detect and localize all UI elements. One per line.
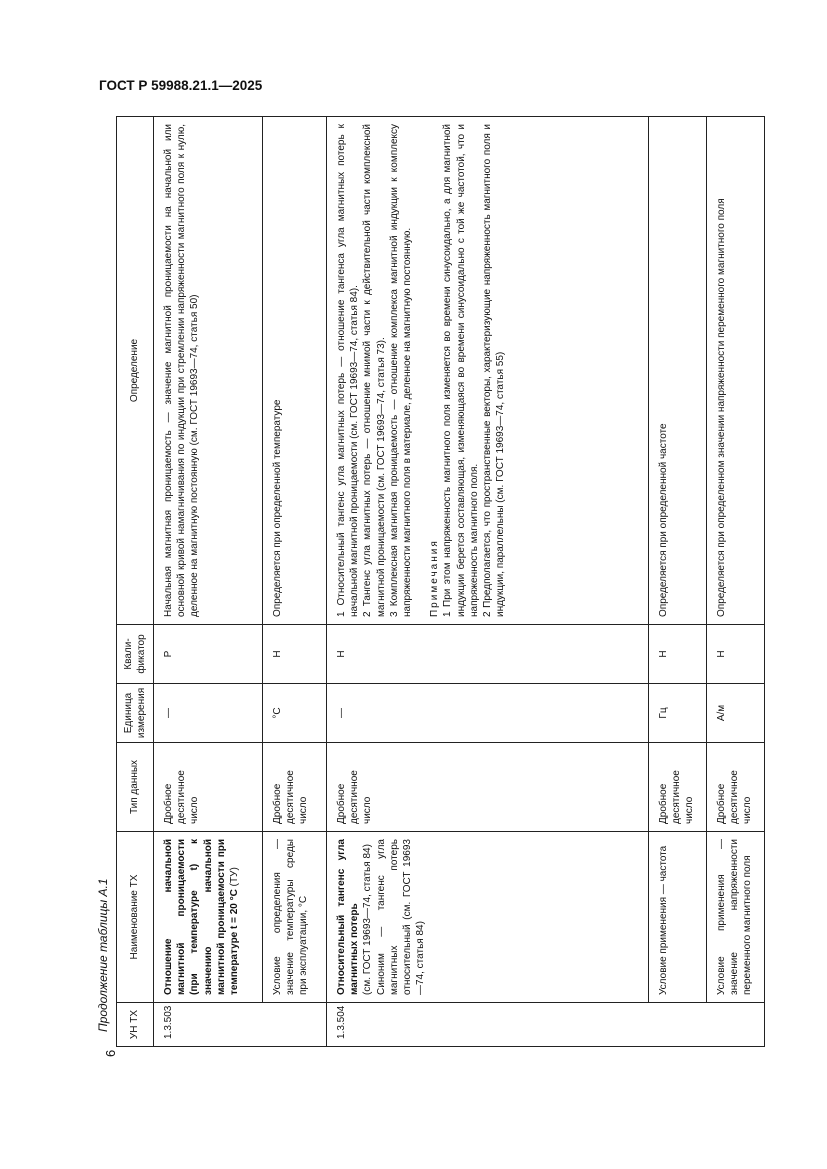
notes-title: Примечания bbox=[429, 539, 441, 617]
table-row bbox=[707, 117, 765, 1047]
cell-type: Дробное десятичное число bbox=[154, 743, 263, 832]
col-header-unit: Единица измерения bbox=[117, 684, 154, 743]
cell-code: 1.3.504 bbox=[327, 1003, 765, 1047]
note-2: 2 Предполагается, что пространственные векторы, характеризующие напряженность магнитного поля и индукции, параллельны (см. ГОСТ 19693—74, статья 55) bbox=[481, 124, 507, 617]
cell-name: Условие применения — частота bbox=[649, 832, 707, 1003]
cell-qualifier: Н bbox=[649, 625, 707, 684]
col-header-name: Наименование ТХ bbox=[117, 832, 154, 1003]
table-row bbox=[327, 117, 649, 1047]
definition-item-3: 3 Комплексная магнитная проницаемость — отношение комплекса магнитной индукции к комплексу напряженности магнитного поля в материале, деленное на магнитную постоянную. bbox=[388, 124, 413, 617]
cell-unit: — bbox=[154, 684, 263, 743]
table-row bbox=[263, 117, 327, 1047]
cell-type: Дробное десятичное число bbox=[327, 743, 649, 832]
cell-qualifier: Н bbox=[707, 625, 765, 684]
definition-item-2: 2 Тангенс угла магнитных потерь — отношение мнимой части к действительной части комплексной магнитной проницаемости (см. ГОСТ 19693—74, статья 73). bbox=[362, 124, 387, 617]
cell-name: Условие применения — значение напряженности переменного магнитного поля bbox=[707, 832, 765, 1003]
cell-definition: Определяется при определенной температуре bbox=[263, 117, 327, 625]
cell-unit: °С bbox=[263, 684, 327, 743]
table-header-row bbox=[117, 117, 154, 1047]
cell-type: Дробное десятичное число bbox=[263, 743, 327, 832]
col-header-code: УН ТХ bbox=[117, 1003, 154, 1047]
cell-type: Дробное десятичное число bbox=[649, 743, 707, 832]
cell-unit: А/м bbox=[707, 684, 765, 743]
cell-unit: — bbox=[327, 684, 649, 743]
col-header-definition: Определение bbox=[117, 117, 154, 625]
note-1: 1 При этом напряженность магнитного поля изменяется во времени синусоидально, а для магнитной индукции берется составляющая, изменяющаяся во времени синусоидально с той же частотой, что и напряженность магнитного поля. bbox=[442, 124, 480, 617]
cell-name bbox=[154, 832, 263, 1003]
name-suffix: (ТУ) bbox=[228, 867, 240, 890]
col-header-type: Тип данных bbox=[117, 743, 154, 832]
rotated-table-container bbox=[116, 117, 767, 1047]
document-header: ГОСТ Р 59988.21.1—2025 bbox=[99, 78, 263, 93]
col-header-qualifier: Квали-фикатор bbox=[117, 625, 154, 684]
cell-definition bbox=[327, 117, 649, 625]
cell-definition: Начальная магнитная проницаемость — значение магнитной проницаемости на начальной или основной кривой намагничивания по индукции при стремлении напряженности магнитного поля к нулю, деленное на магнитную постоянную (см. ГОСТ 19693—74, статья 50) bbox=[154, 117, 263, 625]
cell-definition: Определяется при определенном значении напряженности переменного магнитного поля bbox=[707, 117, 765, 625]
cell-unit: Гц bbox=[649, 684, 707, 743]
definition-item-1: 1 Относительный тангенс угла магнитных потерь — отношение тангенса угла магнитных потерь к начальной магнитной проницаемости (см. ГОСТ 19693—74, статья 84). bbox=[336, 124, 361, 617]
cell-qualifier: Н bbox=[263, 625, 327, 684]
cell-qualifier: Р bbox=[154, 625, 263, 684]
cell-name bbox=[327, 832, 649, 1003]
cell-name: Условие определения — значение температуры среды при эксплуатации, °С bbox=[263, 832, 327, 1003]
name-bold: Относительный тангенс угла магнитных потерь bbox=[336, 839, 361, 995]
name-bold: Отношение начальной магнитной проницаемости (при температуре t) к значению начальной магнитной проницаемости при температуре t = 20 °С bbox=[163, 839, 240, 995]
table-row bbox=[649, 117, 707, 1047]
name-synonym: Синоним — тангенс угла магнитных потерь относительный (см. ГОСТ 19693—74, статья 84) bbox=[375, 839, 427, 995]
cell-definition: Определяется при определенной частоте bbox=[649, 117, 707, 625]
table-row bbox=[154, 117, 263, 1047]
cell-type: Дробное десятичное число bbox=[707, 743, 765, 832]
characteristics-table bbox=[116, 116, 765, 1047]
table-caption: Продолжение таблицы А.1 bbox=[96, 878, 110, 1032]
cell-qualifier: Н bbox=[327, 625, 649, 684]
page-number: 6 bbox=[103, 1049, 118, 1057]
name-reference: (см. ГОСТ 19693—74, статья 84) bbox=[362, 844, 374, 995]
cell-code: 1.3.503 bbox=[154, 1003, 327, 1047]
